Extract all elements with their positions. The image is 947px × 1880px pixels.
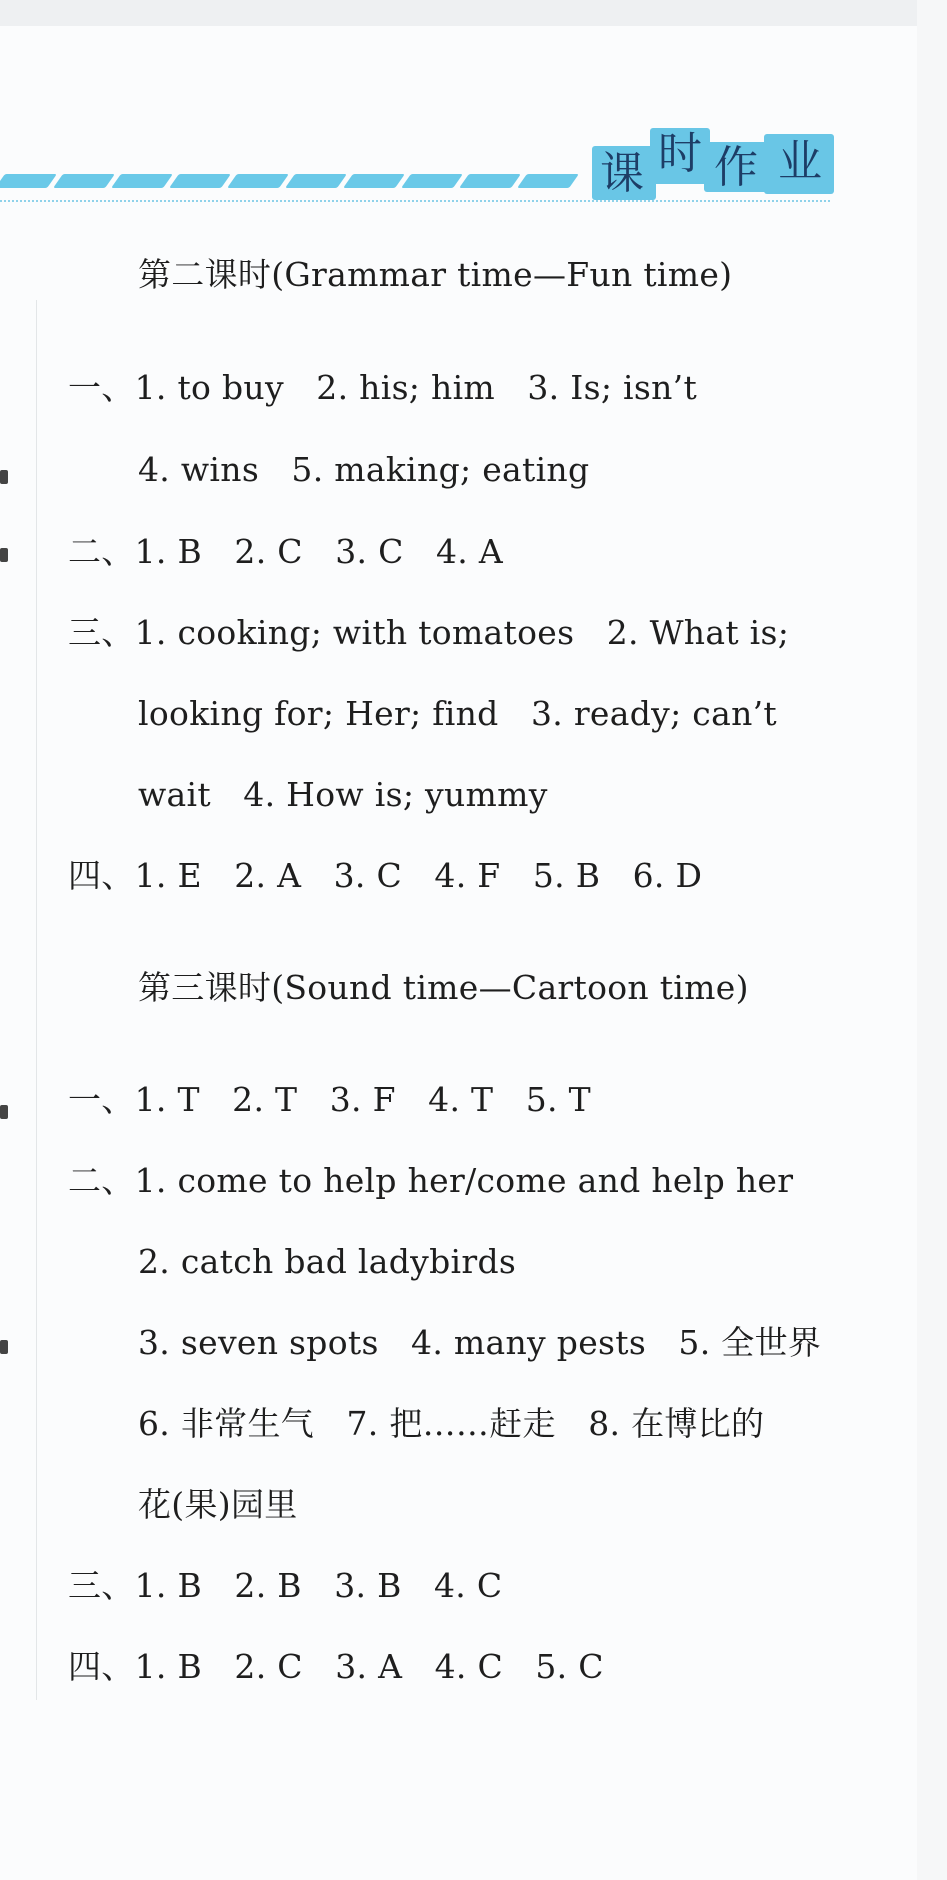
answer-line: 6. 非常生气 7. 把……赶走 8. 在博比的 xyxy=(138,1404,765,1443)
answer-line: 一、1. T 2. T 3. F 4. T 5. T xyxy=(68,1080,591,1119)
header-dash xyxy=(517,174,579,188)
answer-line: wait 4. How is; yummy xyxy=(138,775,548,814)
header-dash xyxy=(401,174,463,188)
header-dash xyxy=(459,174,521,188)
header-dash-row xyxy=(0,168,600,192)
answer-line: 花(果)园里 xyxy=(138,1485,298,1524)
badge-char: 业 xyxy=(778,136,822,187)
margin-binding-mark xyxy=(0,1105,8,1119)
header-dash xyxy=(285,174,347,188)
page-right-strip xyxy=(917,0,947,1880)
answer-line: 三、1. B 2. B 3. B 4. C xyxy=(68,1566,503,1605)
answer-line: 三、1. cooking; with tomatoes 2. What is; xyxy=(68,613,790,652)
header-dash xyxy=(0,174,57,188)
answer-line: 二、1. B 2. C 3. C 4. A xyxy=(68,532,503,571)
header-dash xyxy=(343,174,405,188)
section-title: 第三课时(Sound time—Cartoon time) xyxy=(138,968,749,1007)
header-badge xyxy=(592,128,842,200)
answer-line: 四、1. B 2. C 3. A 4. C 5. C xyxy=(68,1647,604,1686)
badge-char: 作 xyxy=(714,142,758,193)
header-dash xyxy=(53,174,115,188)
header-dash xyxy=(111,174,173,188)
answer-line: looking for; Her; find 3. ready; can’t xyxy=(138,694,777,733)
margin-binding-mark xyxy=(0,548,8,562)
page-top-strip xyxy=(0,0,947,26)
answer-line: 二、1. come to help her/come and help her xyxy=(68,1161,794,1200)
badge-char: 时 xyxy=(658,128,702,179)
section-title: 第二课时(Grammar time—Fun time) xyxy=(138,255,733,294)
answer-line: 四、1. E 2. A 3. C 4. F 5. B 6. D xyxy=(68,856,703,895)
margin-rule xyxy=(36,300,37,1700)
answer-line: 4. wins 5. making; eating xyxy=(138,450,590,489)
answer-line: 一、1. to buy 2. his; him 3. Is; isn’t xyxy=(68,368,698,407)
header-dotted-line xyxy=(0,200,830,202)
answer-line: 2. catch bad ladybirds xyxy=(138,1242,517,1281)
header-dash xyxy=(169,174,231,188)
answer-line: 3. seven spots 4. many pests 5. 全世界 xyxy=(138,1323,822,1362)
badge-char: 课 xyxy=(600,148,644,199)
header-dash xyxy=(227,174,289,188)
margin-binding-mark xyxy=(0,1340,8,1354)
margin-binding-mark xyxy=(0,470,8,484)
